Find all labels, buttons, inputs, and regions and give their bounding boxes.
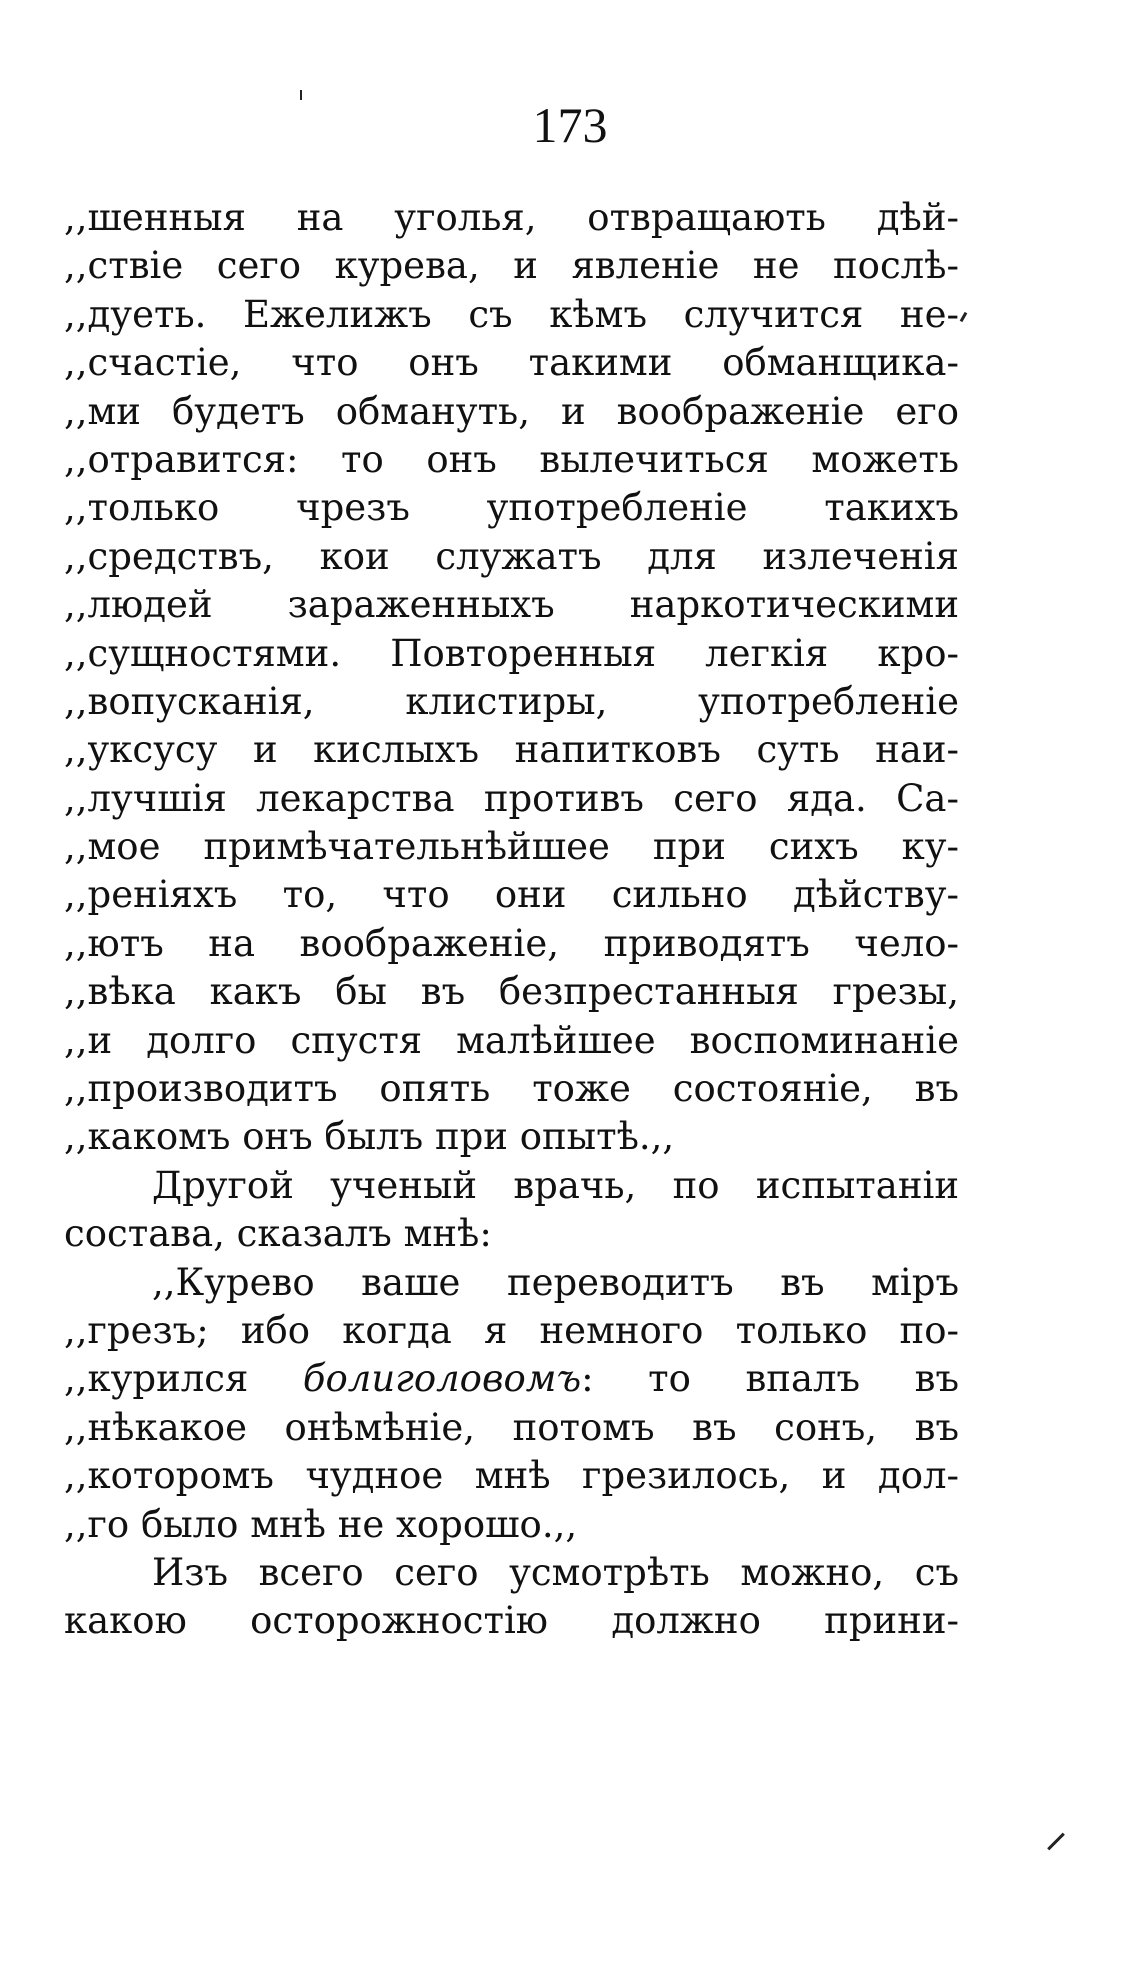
text-line: ,,ствіе сего курева, и явленіе не послѣ- (64, 244, 959, 288)
text-line: ,,уксусу и кислыхъ напитковъ суть наи- (64, 728, 959, 772)
text-line: ,,нѣкакое онѣмѣніе, потомъ въ сонъ, въ (64, 1405, 959, 1449)
text-line: ,,шенныя на уголья, отвращають дѣй- (64, 196, 959, 239)
text-line: ,,лучшія лекарства противъ сего яда. Са- (64, 776, 959, 820)
text-line: ,,вопусканія, клистиры, употребленіе (64, 679, 959, 723)
text-line: ,,отравится: то онъ вылечиться можеть (64, 437, 959, 481)
text-line: ,,ми будетъ обмануть, и воображеніе его (64, 389, 959, 433)
text-line: ,,вѣка какъ бы въ безпрестанныя грезы, (64, 970, 959, 1014)
text-line: Изъ всего сего усмотрѣть можно, съ (152, 1550, 959, 1594)
ink-speck (1047, 1833, 1065, 1851)
text-line: ,,только чрезъ употребленіе такихъ (64, 486, 959, 530)
text-line: ,,которомъ чудное мнѣ грезилось, и дол- (64, 1454, 959, 1498)
text-line: Другой ученый врачь, по испытаніи (152, 1163, 959, 1207)
ink-speck (300, 90, 302, 100)
ink-speck (960, 312, 968, 322)
text-line: ,,счастіе, что онъ такими обманщика- (64, 341, 959, 385)
text-line: состава, сказалъ мнѣ: (64, 1212, 492, 1256)
text-line: ,,курился болиголовомъ: то впалъ въ (64, 1357, 959, 1401)
text-line: ,,производитъ опять тоже состояніе, въ (64, 1067, 959, 1111)
text-line: ,,людей зараженныхъ наркотическими (64, 583, 959, 627)
text-line: ,,Курево ваше переводитъ въ міръ (152, 1260, 959, 1304)
text-line: ,,и долго спустя малѣйшее воспоминаніе (64, 1018, 959, 1062)
text-line: ,,средствъ, кои служатъ для излеченія (64, 534, 959, 578)
text-line: ,,реніяхъ то, что они сильно дѣйству- (64, 873, 959, 917)
text-line: какою осторожностію должно прини- (64, 1599, 959, 1643)
body-text (64, 194, 959, 1646)
text-line: ,,какомъ онъ былъ при опытѣ.,, (64, 1115, 675, 1159)
text-line: ,,сущностями. Повторенныя легкія кро- (64, 631, 959, 675)
text-line: ,,го было мнѣ не хорошо.,, (64, 1502, 578, 1546)
text-line: ,,грезъ; ибо когда я немного только по- (64, 1308, 959, 1352)
text-line: ,,мое примѣчательнѣйшее при сихъ ку- (64, 825, 959, 869)
text-line: ,,дуеть. Ежелижъ съ кѣмъ случится не- (64, 292, 959, 336)
text-line: ,,ютъ на воображеніе, приводятъ чело- (64, 921, 959, 965)
italic-word: болиголовомъ (302, 1357, 582, 1401)
page-number: 173 (532, 97, 608, 153)
